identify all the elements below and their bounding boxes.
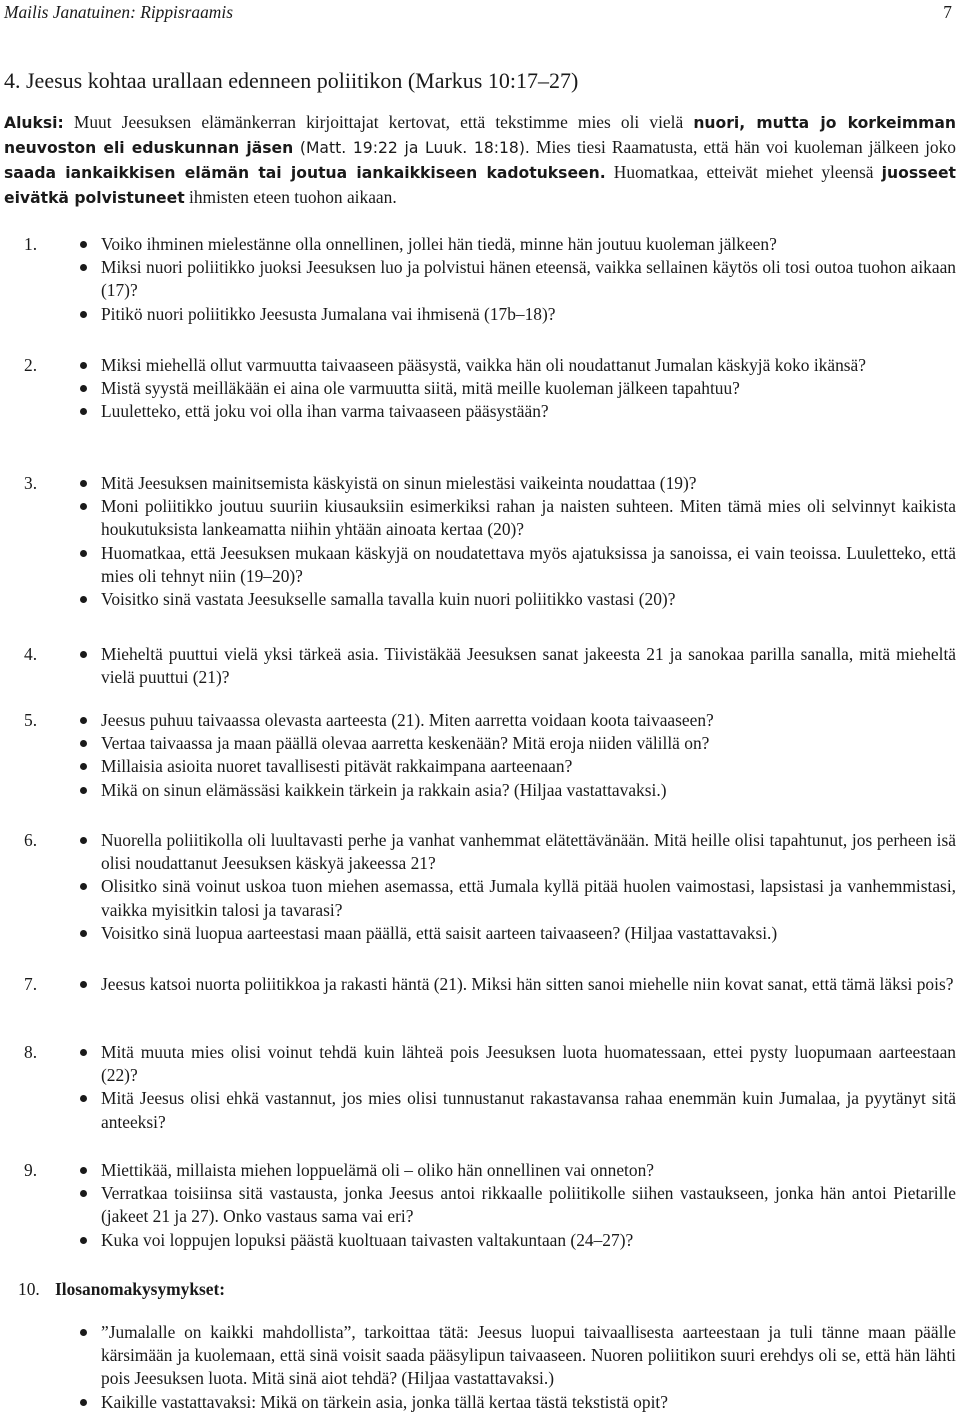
bullet-icon	[80, 740, 87, 747]
question-item	[0, 377, 960, 400]
question-text: Jeesus katsoi nuorta poliitikkoa ja rakasti häntä (21). Miksi hän sitten sanoi miehelle niin kovat sanat, että tämä läksi pois?	[101, 974, 954, 994]
question-item	[0, 755, 960, 778]
question-item	[0, 1182, 960, 1228]
bullet-icon	[80, 1167, 87, 1174]
bullet-icon	[80, 480, 87, 487]
running-title: Mailis Janatuinen: Rippisraamis	[4, 2, 233, 22]
question-item	[0, 922, 960, 945]
question-item	[0, 643, 960, 689]
question-group-9	[0, 1159, 960, 1252]
bullet-icon	[80, 717, 87, 724]
bullet-icon	[80, 241, 87, 248]
bonus-heading: Ilosanomakysymykset:	[55, 1279, 226, 1299]
intro-text-1: Muut Jeesuksen elämänkerran kirjoittajat kertovat, että tekstimme mies oli vielä	[63, 112, 694, 132]
question-text: Mieheltä puuttui vielä yksi tärkeä asia. Tiivistäkää Jeesuksen sanat jakeesta 21 ja sanokaa parilla sanalla, mitä mieheltä vielä puuttui (21)?	[101, 644, 956, 688]
question-text: Miksi nuori poliitikko juoksi Jeesuksen luo ja polvistui hänen eteensä, vaikka sellainen käytös oli tosi outoa tuohon aikaan (17)?	[101, 257, 956, 301]
question-text: Mikä on sinun elämässäsi kaikkein tärkein ja rakkain asia? (Hiljaa vastattavaksi.)	[101, 779, 667, 800]
question-text: Millaisia asioita nuoret tavallisesti pitävät rakkaimpana aarteenaan?	[101, 756, 573, 777]
question-group-6	[0, 829, 960, 945]
question-text: Mitä muuta mies olisi voinut tehdä kuin lähteä pois Jeesuksen luota huomatessaan, ettei pysty luopumaan aarteestaan (22)?	[101, 1042, 956, 1086]
question-text: Kaikille vastattavaksi: Mikä on tärkein asia, jonka tällä kertaa tästä tekstistä opit?	[101, 1391, 668, 1412]
bullet-icon	[80, 311, 87, 318]
question-number: 10.	[18, 1279, 40, 1299]
question-group-1	[0, 233, 960, 326]
bullet-icon	[80, 1399, 87, 1406]
intro-text-2: (Matt. 19:22 ja Luuk. 18:18).	[293, 139, 530, 157]
question-text: Nuorella poliitikolla oli luultavasti perhe ja vanhat vanhemmat elätettävänään. Mitä heille olisi tapahtunut, jos perheen isä olisi noudattanut Jeesuksen käskyä jakeessa 21?	[101, 830, 956, 874]
question-text: Mitä Jeesuksen mainitsemista käskyistä on sinun mielestäsi vaikeinta noudattaa (19)?	[101, 473, 697, 493]
bullet-icon	[80, 930, 87, 937]
question-item	[0, 1391, 960, 1414]
bullet-icon	[80, 837, 87, 844]
intro-text-5: ihmisten eteen tuohon aikaan.	[184, 187, 397, 207]
question-text: Kuka voi loppujen lopuksi päästä kuoltuaan taivasten valtakuntaan (24–27)?	[101, 1229, 634, 1250]
bullet-icon	[80, 651, 87, 658]
question-text: Mistä syystä meilläkään ei aina ole varmuutta siitä, mitä meille kuoleman jälkeen tapahtuu?	[101, 378, 740, 399]
question-item	[0, 542, 960, 588]
bullet-icon	[80, 1190, 87, 1197]
question-item	[0, 354, 960, 377]
bullet-icon	[80, 408, 87, 415]
question-group-5	[0, 709, 960, 802]
question-item	[0, 1229, 960, 1252]
question-text: ”Jumalalle on kaikki mahdollista”, tarkoittaa tätä: Jeesus luopui taivaallisesta aarteestaan ja tuli tänne maan päälle kärsimään ja kuolemaan, että sinä voisit saada pääsylipun taivaaseen. Nuoren poliitikon suuri erehdys oli se, että hän lähti pois Jeesuksen luota. Mitä sinä aiot tehdä? (Hiljaa vastattavaksi.)	[101, 1322, 956, 1389]
question-item	[0, 1159, 960, 1182]
question-group-8	[0, 1041, 960, 1134]
question-text: Olisitko sinä voinut uskoa tuon miehen asemassa, että Jumala kyllä pitää huolen vaimostasi, lapsistasi ja vanhemmistasi, vaikka myisitkin talosi ja tavarasi?	[101, 876, 956, 920]
bullet-icon	[80, 1329, 87, 1336]
intro-bold-1: nuori, mutta jo korkeimman neuvoston eli eduskunnan jäsen	[4, 114, 956, 157]
intro-text-3: Mies tiesi Raamatusta, että hän voi kuoleman jälkeen joko	[529, 137, 956, 157]
bullet-icon	[80, 981, 87, 988]
question-item	[0, 256, 960, 302]
bullet-icon	[80, 1049, 87, 1056]
bullet-icon	[80, 550, 87, 557]
question-number: 9.	[24, 1160, 38, 1180]
bullet-icon	[80, 883, 87, 890]
question-item	[0, 732, 960, 755]
page-number: 7	[943, 2, 952, 22]
question-text: Huomatkaa, että Jeesuksen mukaan käskyjä on noudatettava myös ajatuksissa ja sanoissa, ei vain teoissa. Luuletteko, että mies oli tehnyt niin (19–20)?	[101, 542, 956, 586]
question-group-3	[0, 472, 960, 611]
question-item	[0, 1041, 960, 1087]
question-text: Voiko ihminen mielestänne olla onnellinen, jollei hän tiedä, minne hän joutuu kuoleman jälkeen?	[101, 234, 777, 254]
intro-text-4: Huomatkaa, etteivät miehet yleensä	[605, 162, 882, 182]
intro-label: Aluksi:	[4, 114, 64, 132]
question-number: 7.	[24, 974, 38, 994]
question-group-7	[0, 973, 960, 996]
question-number: 5.	[24, 710, 38, 730]
question-item	[0, 973, 960, 996]
question-item	[0, 1321, 960, 1391]
question-text: Miksi miehellä ollut varmuutta taivaaseen pääsystä, vaikka hän oli noudattanut Jumalan käskyjä koko ikänsä?	[101, 355, 866, 375]
bullet-icon	[80, 596, 87, 603]
intro-paragraph	[4, 110, 956, 210]
question-number: 3.	[24, 473, 38, 493]
question-text: Moni poliitikko joutuu suuriin kiusauksiin esimerkiksi rahan ja naisten suhteen. Miten tämä mies oli selvinnyt kaikista houkutuksista lankeamatta niihin yhtään ainoata kertaa (20)?	[101, 496, 956, 540]
question-item	[0, 400, 960, 423]
question-text: Jeesus puhuu taivaassa olevasta aarteesta (21). Miten aarretta voidaan koota taivaaseen?	[101, 710, 714, 730]
question-text: Verratkaa toisiinsa sitä vastausta, jonka Jeesus antoi rikkaalle poliitikolle siihen vastaukseen, jonka hän antoi Pietarille (jakeet 21 ja 27). Onko vastaus sama vai eri?	[101, 1183, 956, 1227]
question-item	[0, 233, 960, 256]
bullet-icon	[80, 1095, 87, 1102]
question-text: Pitikö nuori poliitikko Jeesusta Jumalana vai ihmisenä (17b–18)?	[101, 303, 556, 324]
bullet-icon	[80, 385, 87, 392]
question-group-4	[0, 643, 960, 689]
question-text: Luuletteko, että joku voi olla ihan varma taivaaseen pääsystään?	[101, 401, 549, 422]
bonus-items	[0, 1321, 960, 1414]
question-item	[0, 472, 960, 495]
question-item	[0, 829, 960, 875]
question-item	[0, 1087, 960, 1133]
bullet-icon	[80, 362, 87, 369]
question-number: 1.	[24, 234, 38, 254]
question-number: 6.	[24, 830, 38, 850]
intro-bold-3: juosseet eivätkä polvistuneet	[4, 164, 956, 207]
question-item	[0, 875, 960, 921]
bullet-icon	[80, 264, 87, 271]
running-header	[4, 1, 956, 25]
question-item	[0, 303, 960, 326]
bullet-icon	[80, 787, 87, 794]
question-number: 4.	[24, 644, 38, 664]
section-title: 4. Jeesus kohtaa urallaan edenneen poliitikon (Markus 10:17–27)	[4, 68, 579, 93]
question-item	[0, 495, 960, 541]
question-text: Voisitko sinä vastata Jeesukselle samalla tavalla kuin nuori poliitikko vastasi (20)?	[101, 589, 676, 610]
question-number: 2.	[24, 355, 38, 375]
question-text: Vertaa taivaassa ja maan päällä olevaa aarretta keskenään? Mitä eroja niiden välillä on?	[101, 733, 710, 754]
question-item	[0, 709, 960, 732]
question-item	[0, 588, 960, 611]
intro-bold-2: saada iankaikkisen elämän tai joutua iankaikkiseen kadotukseen.	[4, 164, 606, 182]
bullet-icon	[80, 503, 87, 510]
bullet-icon	[80, 763, 87, 770]
question-text: Voisitko sinä luopua aarteestasi maan päällä, että saisit aarteen taivaaseen? (Hiljaa vastattavaksi.)	[101, 922, 778, 943]
question-text: Mitä Jeesus olisi ehkä vastannut, jos mies olisi tunnustanut rakastavansa rahaa enemmän kuin Jumalaa, ja pyytänyt sitä anteeksi?	[101, 1088, 956, 1132]
question-item	[0, 779, 960, 802]
question-group-2	[0, 354, 960, 424]
bullet-icon	[80, 1237, 87, 1244]
question-text: Miettikää, millaista miehen loppuelämä oli – oliko hän onnellinen vai onneton?	[101, 1160, 654, 1180]
question-number: 8.	[24, 1042, 38, 1062]
